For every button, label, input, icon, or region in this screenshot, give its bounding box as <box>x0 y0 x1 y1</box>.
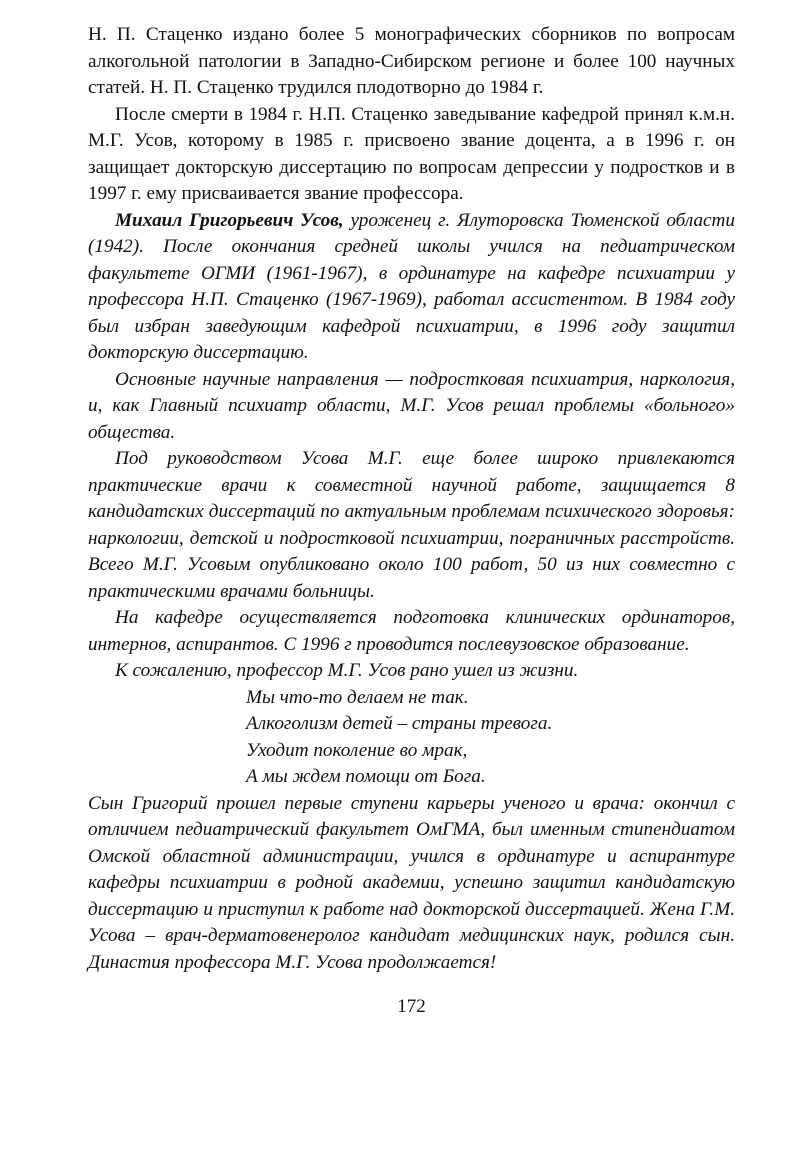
poem-line: А мы ждем помощи от Бога. <box>246 766 486 787</box>
poem-line: Алкоголизм детей – страны тревога. <box>246 713 553 734</box>
paragraph-memorial: К сожалению, профессор М.Г. Усов рано ушел из жизни. <box>115 660 579 681</box>
paragraph-department-succession: После смерти в 1984 г. Н.П. Стаценко заведывание кафедрой принял к.м.н. М.Г. Усов, которому в 1985 г. присвоено звание доцента, а в 1996 г. он защищает докторскую диссертацию по вопросам депрессии у подростков и в 1997 г. ему присваивается звание профессора. <box>88 103 735 204</box>
biography-name: Михаил Григорьевич Усов, <box>115 209 344 231</box>
paragraph-publications: Н. П. Стаценко издано более 5 монографических сборников по вопросам алкогольной патологии в Западно-Сибирском регионе и более 100 научных статей. Н. П. Стаценко трудился плодотворно до 1984 г. <box>88 24 735 98</box>
poem <box>246 685 735 791</box>
paragraph-son: Сын Григорий прошел первые ступени карьеры ученого и врача: окончил с отличием педиатрический факультет ОмГМА, был именным стипендиатом Омской областной администрации, учился в ординатуре и аспирантуре кафедры психиатрии в родной академии, успешно защитил кандидатскую диссертацию и приступил к работе над докторской диссертацией. Жена Г.М. Усова – врач-дерматовенеролог кандидат медицинских наук, родился сын. Династия профессора М.Г. Усова продолжается! <box>88 792 735 973</box>
paragraph-training: На кафедре осуществляется подготовка клинических ординаторов, интернов, аспирантов. С 1996 г проводится послевузовское образование. <box>88 607 735 655</box>
paragraph-research-directions: Основные научные направления — подростковая психиатрия, наркология, и, как Главный психиатр области, М.Г. Усов решал проблемы «больного» общества. <box>88 368 735 443</box>
document-page <box>88 22 735 1021</box>
page-number: 172 <box>397 996 426 1017</box>
biography-text: уроженец г. Ялуторовска Тюменской области (1942). После окончания средней школы учился на педиатрическом факультете ОГМИ (1961-1967), в ординатуре на кафедре психиатрии у профессора Н.П. Стаценко (1967-1969), работал ассистентом. В 1984 году был избран заведующим кафедрой психиатрии, в 1996 году защитил докторскую диссертацию. <box>88 209 736 363</box>
poem-line: Мы что-то делаем не так. <box>246 686 469 708</box>
paragraph-biography <box>88 208 735 367</box>
paragraph-scientific-work: Под руководством Усова М.Г. еще более широко привлекаются практические врачи к совместной научной работе, защищается 8 кандидатских диссертаций по актуальным проблемам психического здоровья: наркологии, детской и подростковой психиатрии, пограничных расстройств. Всего М.Г. Усовым опубликовано около 100 работ, 50 из них совместно с практическими врачами больницы. <box>88 448 735 602</box>
poem-line: Уходит поколение во мрак, <box>246 739 468 761</box>
